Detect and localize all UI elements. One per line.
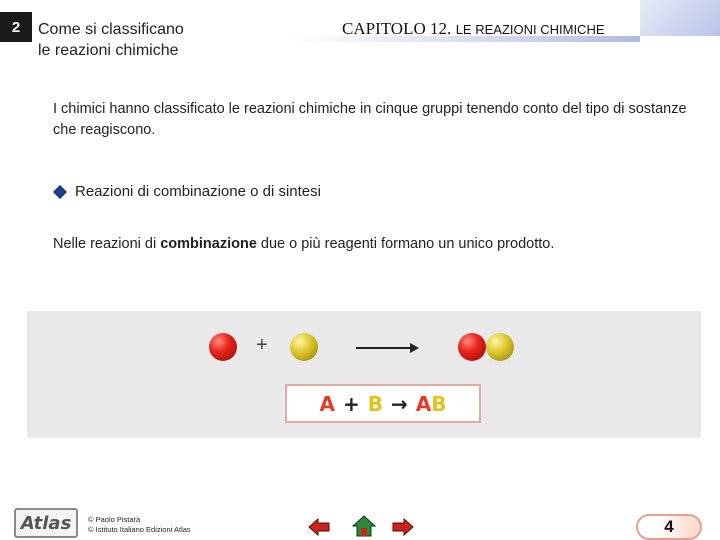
section-title-line2: le reazioni chimiche <box>38 42 179 59</box>
reaction-formula-box <box>285 384 481 423</box>
page-number: 4 <box>636 514 702 540</box>
formula-ab: AB <box>415 391 447 416</box>
reactant-plus-sign: + <box>256 334 268 356</box>
desc-before: Nelle reazioni di <box>53 236 161 252</box>
section-number: 2 <box>0 12 32 42</box>
description-paragraph <box>53 236 554 252</box>
reaction-arrow-head <box>410 343 419 353</box>
bullet-text: Reazioni di combinazione o di sintesi <box>75 183 321 200</box>
formula-arrow: → <box>391 391 408 416</box>
header-corner-decoration <box>640 0 720 36</box>
desc-bold-term: combinazione <box>160 236 257 252</box>
chapter-heading <box>342 19 605 39</box>
formula-b: B <box>367 391 383 416</box>
product-yellow-sphere <box>486 333 514 361</box>
credit-publisher: © Istituto Italiano Edizioni Atlas <box>88 525 191 534</box>
formula-a: A <box>319 391 335 416</box>
product-red-sphere <box>458 333 486 361</box>
arrow-left-icon[interactable] <box>308 517 330 537</box>
chapter-label: CAPITOLO 12. <box>342 19 452 38</box>
credit-author: © Paolo Pistarà <box>88 515 141 524</box>
reaction-arrow-icon <box>356 347 414 349</box>
intro-paragraph: I chimici hanno classificato le reazioni chimiche in cinque gruppi tenendo conto del tipo di sostanze che reagiscono. <box>53 101 687 138</box>
diamond-bullet-icon <box>53 184 67 198</box>
yellow-atom-sphere <box>290 333 318 361</box>
credits <box>88 515 191 535</box>
arrow-right-icon[interactable] <box>392 517 414 537</box>
section-title <box>38 19 184 61</box>
formula-plus: + <box>342 391 360 416</box>
red-atom-sphere <box>209 333 237 361</box>
section-title-line1: Come si classificano <box>38 21 184 38</box>
chapter-subtitle: LE REAZIONI CHIMICHE <box>455 22 605 37</box>
atlas-logo: Atlas <box>14 508 78 538</box>
home-icon[interactable] <box>352 515 376 537</box>
bullet-item <box>55 183 321 200</box>
desc-after: due o più reagenti formano un unico prodotto. <box>256 236 555 252</box>
